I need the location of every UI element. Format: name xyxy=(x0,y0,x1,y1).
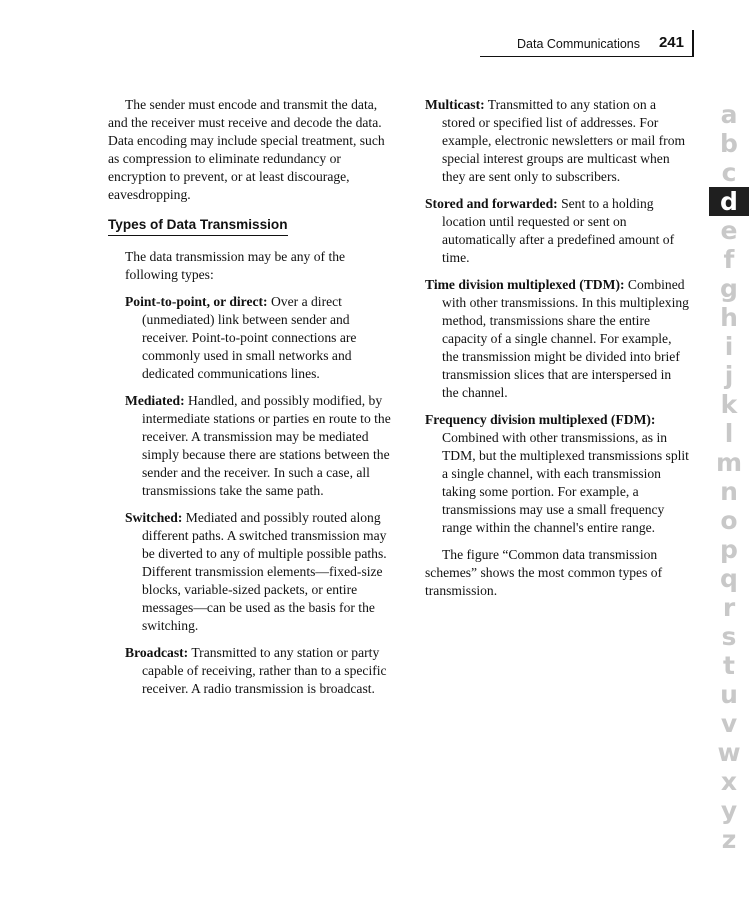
thumb-index-letter-x: x xyxy=(720,767,738,796)
definition-term: Multicast: xyxy=(425,97,485,112)
right-column xyxy=(425,96,690,600)
definition-text: Handled, and possibly modified, by intermediate stations or parties en route to the receiver. A transmission may be mediated simply because there are stations between the sender and the receiver. In such a case, all transmissions take the same path. xyxy=(142,393,391,498)
thumb-index-letter-p: p xyxy=(720,535,738,564)
definition-term: Mediated: xyxy=(125,393,185,408)
definition-item xyxy=(425,195,690,267)
definition-term: Time division multiplexed (TDM): xyxy=(425,277,625,292)
running-header xyxy=(480,30,694,57)
left-column xyxy=(108,96,398,698)
definition-text: Sent to a holding location until requested or sent on automatically after a predefined amount of time. xyxy=(442,196,675,265)
thumb-index xyxy=(709,100,749,854)
thumb-index-letter-k: k xyxy=(720,390,738,419)
definition-item xyxy=(425,96,690,186)
section-heading: Types of Data Transmission xyxy=(108,216,288,236)
thumb-index-letter-c: c xyxy=(721,158,737,187)
thumb-index-letter-m: m xyxy=(715,448,743,477)
definition-term: Broadcast: xyxy=(125,645,189,660)
thumb-index-letter-r: r xyxy=(722,593,736,622)
running-header-title: Data Communications xyxy=(517,37,640,51)
thumb-index-letter-o: o xyxy=(720,506,738,535)
definition-term: Point-to-point, or direct: xyxy=(125,294,268,309)
thumb-index-letter-q: q xyxy=(720,564,738,593)
definition-item xyxy=(125,644,398,698)
thumb-index-letter-a: a xyxy=(720,100,738,129)
intro-paragraph: The sender must encode and transmit the data, and the receiver must receive and decode the data. Data encoding may include special treatment, such as compression to eliminate redundancy or encryption to prevent, or at least discourage, eavesdropping. xyxy=(108,97,385,202)
thumb-index-letter-j: j xyxy=(724,361,734,390)
thumb-index-letter-h: h xyxy=(720,303,738,332)
definition-item xyxy=(125,509,398,635)
thumb-index-letter-t: t xyxy=(723,651,735,680)
definition-term: Frequency division multiplexed (FDM): xyxy=(425,412,656,427)
definition-item xyxy=(125,293,398,383)
thumb-index-letter-i: i xyxy=(724,332,734,361)
thumb-index-letter-y: y xyxy=(720,796,738,825)
definition-item xyxy=(125,392,398,500)
page-number: 241 xyxy=(658,34,684,51)
definition-text: Combined with other transmissions. In this multiplexing method, transmissions share the entire capacity of a single channel. For example, the transmission might be divided into brief transmission slices that are interspersed in the channel. xyxy=(442,277,689,400)
definition-term: Stored and forwarded: xyxy=(425,196,558,211)
definition-term: Switched: xyxy=(125,510,183,525)
thumb-index-letter-l: l xyxy=(724,419,734,448)
thumb-index-letter-f: f xyxy=(723,245,735,274)
thumb-index-letter-s: s xyxy=(721,622,737,651)
definition-text: Transmitted to any station on a stored or specified list of addresses. For example, electronic newsletters or mail from special interest groups are multicast when they are sent only to subscribers. xyxy=(442,97,686,184)
thumb-index-letter-d: d xyxy=(709,187,749,216)
thumb-index-letter-z: z xyxy=(721,825,737,854)
thumb-index-letter-e: e xyxy=(720,216,738,245)
thumb-index-letter-g: g xyxy=(720,274,738,303)
definition-text: Transmitted to any station or party capable of receiving, rather than to a specific receiver. A radio transmission is broadcast. xyxy=(142,645,387,696)
definition-text: Combined with other transmissions, as in TDM, but the multiplexed transmissions split a single channel, with each transmission taking some portion. For example, a transmissions may use a small frequency range within the channel's entire range. xyxy=(442,430,689,535)
thumb-index-letter-v: v xyxy=(720,709,738,738)
definition-text: Over a direct (unmediated) link between sender and receiver. Point-to-point connections are commonly used in small networks and dedicated communications lines. xyxy=(142,294,357,381)
definition-text: Mediated and possibly routed along different paths. A switched transmission may be diverted to any of multiple possible paths. Different transmission elements—fixed-size blocks, variable-sized packets, or entire messages—can be used as the basis for the switching. xyxy=(142,510,387,633)
thumb-index-letter-b: b xyxy=(720,129,738,158)
thumb-index-letter-w: w xyxy=(717,738,741,767)
closing-paragraph: The figure “Common data transmission schemes” shows the most common types of transmission. xyxy=(425,547,663,598)
thumb-index-letter-n: n xyxy=(720,477,738,506)
thumb-index-letter-u: u xyxy=(720,680,738,709)
definition-item xyxy=(425,276,690,402)
section-intro: The data transmission may be any of the following types: xyxy=(125,249,346,282)
definition-item xyxy=(425,411,690,537)
